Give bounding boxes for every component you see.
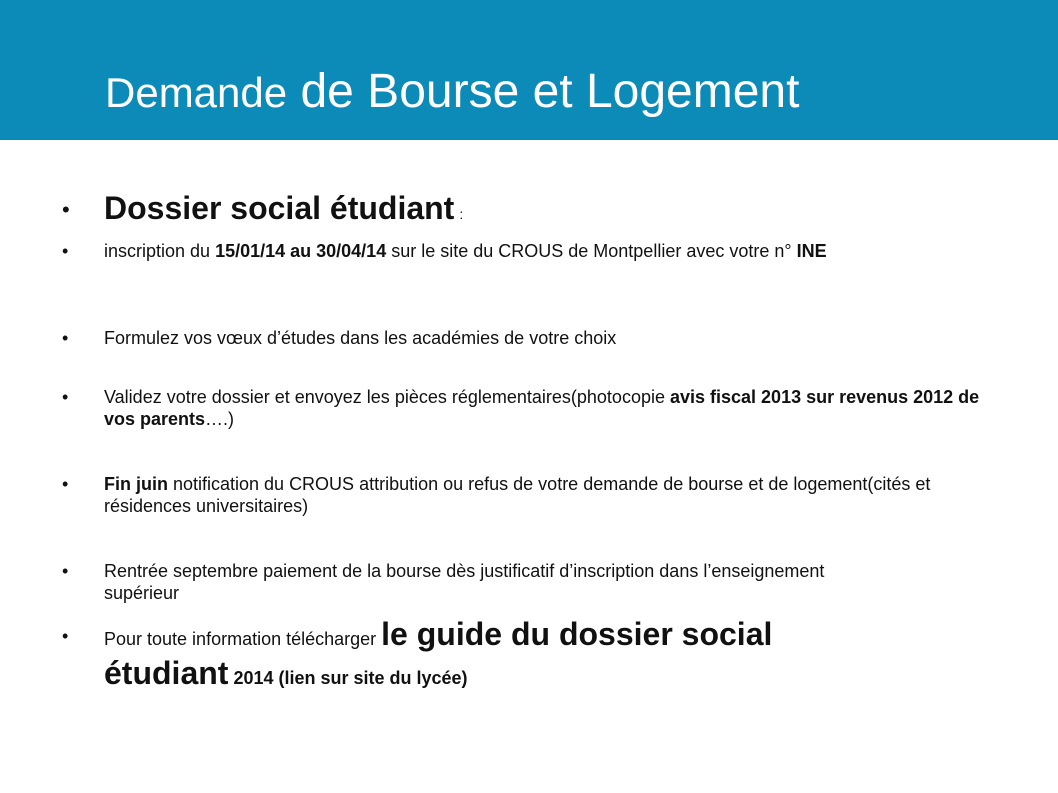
item-bold-part: Fin juin xyxy=(104,474,168,494)
item-text-part: notification du CROUS attribution ou refus de votre demande de bourse et de logement(cités et résidences universitaires) xyxy=(104,474,931,516)
bullet-marker: • xyxy=(62,387,69,407)
bullet-marker: • xyxy=(62,197,70,222)
item-text-part: ….) xyxy=(205,409,235,429)
item-text xyxy=(104,473,1004,517)
heading-suffix: : xyxy=(459,206,464,222)
bullet-marker: • xyxy=(62,328,69,348)
item-date-range: 15/01/14 au 30/04/14 xyxy=(215,241,387,261)
item-text-part: Validez votre dossier et envoyez les pièces réglementaires(photocopie xyxy=(104,387,670,407)
bullet-marker: • xyxy=(62,474,69,494)
item-text: Rentrée septembre paiement de la bourse dès justificatif d’inscription dans l’enseignement supérieur xyxy=(104,561,825,603)
title-part-2: de Bourse et Logement xyxy=(287,65,800,118)
bullet-marker: • xyxy=(62,241,69,261)
bullet-marker: • xyxy=(62,626,69,646)
title-part-1: Demande xyxy=(105,69,288,116)
item-text xyxy=(104,240,984,262)
bullet-marker: • xyxy=(62,561,69,581)
item-bold-part: avis fiscal 2013 sur revenus 2012 de vos parents xyxy=(104,387,980,429)
item-bold-part: 2014 (lien sur site du lycée) xyxy=(228,668,468,688)
item-text-part: inscription du xyxy=(104,241,216,261)
heading-text xyxy=(104,190,1004,226)
guide-title: le guide du dossier social étudiant xyxy=(104,616,773,691)
item-text xyxy=(104,386,1004,430)
slide-title xyxy=(105,65,800,118)
item-text xyxy=(104,617,904,695)
slide-header xyxy=(0,0,1058,140)
item-text-part: sur le site du CROUS de Montpellier avec votre n° xyxy=(386,241,797,261)
item-ine: INE xyxy=(796,241,827,261)
item-text: Formulez vos vœux d’études dans les académies de votre choix xyxy=(104,328,617,348)
heading-title: Dossier social étudiant xyxy=(104,190,455,226)
item-text-part: Pour toute information télécharger xyxy=(104,629,382,649)
